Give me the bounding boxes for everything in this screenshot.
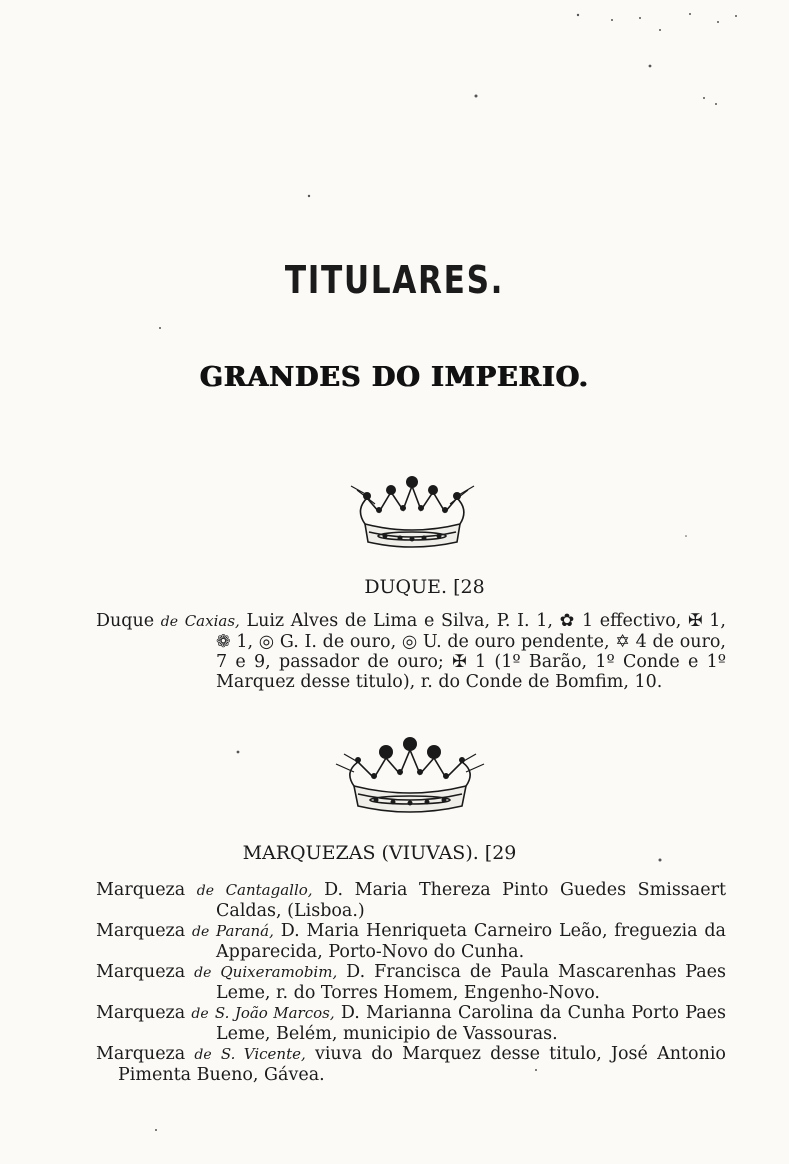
entry-prefix: Marqueza (96, 1044, 186, 1064)
marquezas-list (96, 880, 726, 1085)
entry-text: D. Maria Thereza Pinto Guedes Smissaert Caldas, (Lisboa.) (216, 880, 726, 921)
entry-place: Cantagallo, (225, 881, 313, 899)
entry-place: Quixeramobim, (220, 963, 338, 981)
ducal-crown-icon (345, 462, 480, 552)
entry-prefix: Marqueza (96, 962, 186, 982)
entry-de: de (196, 883, 215, 899)
entry-text: D. Marianna Carolina da Cunha Porto Paes Leme, Belém, municipio de Vassouras. (216, 1003, 726, 1044)
entry-place: Caxias, (184, 612, 240, 630)
entry-prefix: Marqueza (96, 921, 186, 941)
entry-text: viuva do Marquez desse titulo, José Antonio Pimenta Bueno, Gávea. (118, 1044, 726, 1085)
marquezas-heading: MARQUEZAS (VIUVAS). [29 (242, 842, 517, 864)
page-title: TITULARES. (284, 258, 505, 302)
entry-place: S. Vicente, (220, 1045, 306, 1063)
section-title: GRANDES DO IMPERIO. (199, 362, 590, 393)
entry-prefix: Marqueza (96, 1003, 186, 1023)
entry-place: Paraná, (216, 922, 274, 940)
entry-place: S. João Marcos, (214, 1004, 335, 1022)
entry-prefix: Marqueza (96, 880, 186, 900)
marquis-crown-icon (330, 728, 490, 820)
list-item (96, 1003, 726, 1044)
duque-heading: DUQUE. [28 (364, 576, 485, 598)
entry-de: de (194, 965, 212, 981)
list-item (96, 921, 726, 962)
entry-text: Luiz Alves de Lima e Silva, P. I. 1, ✿ 1 effectivo, ✠ 1, ❁ 1, ◎ G. I. de ouro, ◎ U. de ouro pendente, ✡ 4 de ouro, 7 e 9, passador de ouro; ✠ 1 (1º Barão, 1º Conde e 1º Marquez desse titulo), r. do Conde de Bomfim, 10. (216, 611, 726, 692)
entry-de: de (191, 1006, 209, 1022)
entry-de: de (192, 924, 210, 940)
entry-prefix: Duque (96, 611, 155, 631)
entry-text: D. Maria Henriqueta Carneiro Leão, freguezia da Apparecida, Porto-Novo do Cunha. (216, 921, 726, 962)
list-item (96, 962, 726, 1003)
duque-list (96, 611, 726, 692)
list-item (96, 1044, 726, 1085)
entry-de: de (194, 1047, 212, 1063)
entry-de: de (160, 614, 179, 630)
list-item (96, 611, 726, 692)
list-item (96, 880, 726, 921)
entry-text: D. Francisca de Paula Mascarenhas Paes Leme, r. do Torres Homem, Engenho-Novo. (216, 962, 726, 1003)
